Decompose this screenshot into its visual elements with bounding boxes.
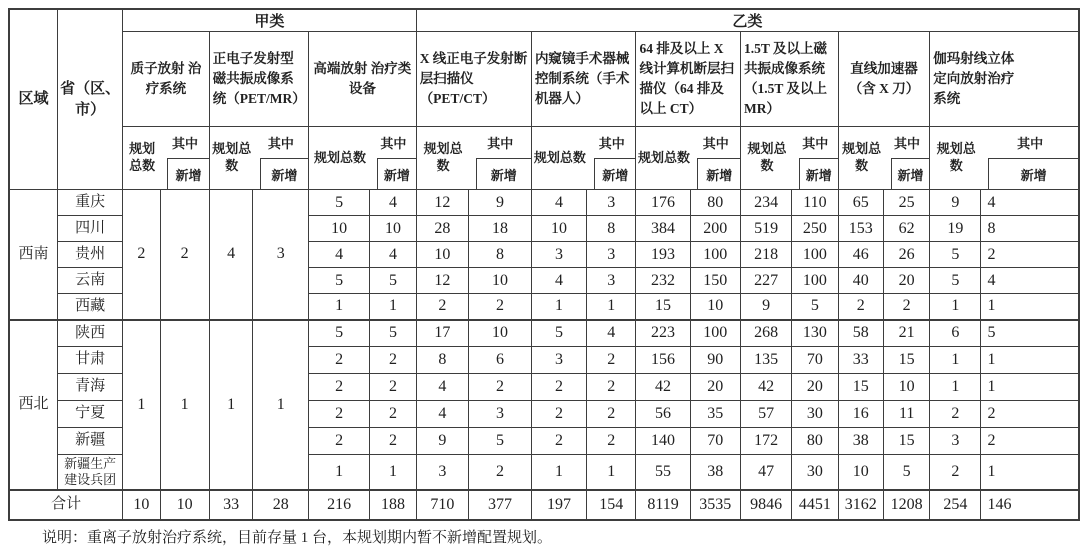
subheader-group [636, 127, 740, 190]
value-cell: 4 [531, 190, 586, 216]
value-cell: 70 [792, 347, 838, 374]
value-cell: 2 [930, 455, 981, 490]
value-cell: 30 [792, 455, 838, 490]
value-cell: 5 [468, 428, 531, 455]
merged-value-cell: 2 [160, 190, 209, 320]
value-cell: 8 [416, 347, 468, 374]
subheader-grid [636, 127, 739, 189]
total-value-cell: 710 [416, 490, 468, 520]
value-cell: 2 [468, 294, 531, 320]
value-cell: 4 [531, 268, 586, 294]
value-cell: 1 [531, 294, 586, 320]
value-cell: 3 [587, 242, 636, 268]
value-cell: 1 [981, 374, 1079, 401]
value-cell: 2 [309, 428, 370, 455]
value-cell: 20 [792, 374, 838, 401]
value-cell: 10 [370, 216, 417, 242]
planned-total-label: 规划总数 [842, 141, 882, 173]
table-body [9, 190, 1079, 520]
total-value-cell: 4451 [792, 490, 838, 520]
value-cell: 4 [416, 401, 468, 428]
planned-total-label: 规划总数 [423, 141, 463, 173]
value-cell: 3 [930, 428, 981, 455]
total-value-cell: 33 [209, 490, 253, 520]
equipment-header: 正电子发射型磁共振成像系统（PET/MR） [209, 32, 308, 127]
value-cell: 4 [416, 374, 468, 401]
value-cell: 10 [468, 320, 531, 347]
value-cell: 3 [531, 242, 586, 268]
province-cell: 甘肃 [58, 347, 123, 374]
value-cell: 80 [690, 190, 740, 216]
equipment-header-label: 伽玛射线立体定向放射治疗系统 [933, 50, 1015, 107]
region-cell: 西北 [9, 320, 58, 490]
value-cell: 35 [690, 401, 740, 428]
value-cell: 250 [792, 216, 838, 242]
added-label: 新增 [988, 158, 1078, 189]
equipment-header: 高端放射 治疗类设备 [309, 32, 417, 127]
value-cell: 10 [531, 216, 586, 242]
value-cell: 5 [370, 268, 417, 294]
value-cell: 2 [587, 401, 636, 428]
value-cell: 2 [468, 455, 531, 490]
value-cell: 62 [883, 216, 929, 242]
value-cell: 8 [587, 216, 636, 242]
value-cell: 4 [370, 242, 417, 268]
subheader-grid [210, 127, 308, 189]
value-cell: 10 [416, 242, 468, 268]
planned-total-label: 规划总数 [533, 149, 586, 165]
value-cell: 8 [981, 216, 1079, 242]
value-cell: 176 [636, 190, 690, 216]
value-cell: 10 [883, 374, 929, 401]
value-cell: 30 [792, 401, 838, 428]
value-cell: 156 [636, 347, 690, 374]
value-cell: 16 [838, 401, 883, 428]
subheader-group [930, 127, 1079, 190]
value-cell: 1 [309, 455, 370, 490]
subheader-grid [532, 127, 636, 189]
added-label: 新增 [167, 158, 209, 189]
value-cell: 5 [930, 242, 981, 268]
equipment-header: 1.5T 及以上磁共振成像系统（1.5T 及以上 MR） [740, 32, 838, 127]
merged-value-cell: 1 [160, 320, 209, 490]
value-cell: 2 [587, 428, 636, 455]
value-cell: 1 [531, 455, 586, 490]
value-cell: 3 [587, 190, 636, 216]
value-cell: 10 [468, 268, 531, 294]
merged-value-cell: 2 [123, 190, 160, 320]
planned-total-label: 规划总数 [637, 149, 690, 165]
value-cell: 519 [740, 216, 791, 242]
value-cell: 4 [981, 190, 1079, 216]
province-cell: 新疆生产建设兵团 [58, 455, 123, 490]
planned-total-label: 规划总数 [747, 141, 787, 173]
value-cell: 15 [883, 347, 929, 374]
value-cell: 2 [981, 401, 1079, 428]
subheader-group [838, 127, 930, 190]
province-cell: 陕西 [58, 320, 123, 347]
value-cell: 6 [468, 347, 531, 374]
value-cell: 5 [309, 268, 370, 294]
value-cell: 19 [930, 216, 981, 242]
value-cell: 5 [370, 320, 417, 347]
total-value-cell: 188 [370, 490, 417, 520]
value-cell: 3 [468, 401, 531, 428]
of-which-label: 其中 [802, 136, 829, 151]
value-cell: 2 [981, 428, 1079, 455]
value-cell: 15 [883, 428, 929, 455]
equipment-header: X 线正电子发射断层扫描仪（PET/CT） [416, 32, 531, 127]
province-cell: 重庆 [58, 190, 123, 216]
value-cell: 15 [636, 294, 690, 320]
value-cell: 1 [981, 294, 1079, 320]
planned-total-label: 规划总数 [936, 141, 976, 173]
value-cell: 25 [883, 190, 929, 216]
value-cell: 9 [468, 190, 531, 216]
province-cell: 新疆 [58, 428, 123, 455]
value-cell: 130 [792, 320, 838, 347]
subheader-grid [309, 127, 416, 189]
value-cell: 80 [792, 428, 838, 455]
of-which-label: 其中 [171, 136, 198, 151]
total-value-cell: 377 [468, 490, 531, 520]
subheader-grid [839, 127, 930, 189]
value-cell: 100 [690, 320, 740, 347]
value-cell: 1 [370, 455, 417, 490]
value-cell: 5 [930, 268, 981, 294]
of-which-label: 其中 [598, 136, 625, 151]
value-cell: 56 [636, 401, 690, 428]
value-cell: 1 [981, 455, 1079, 490]
value-cell: 234 [740, 190, 791, 216]
value-cell: 10 [690, 294, 740, 320]
value-cell: 2 [416, 294, 468, 320]
value-cell: 5 [309, 320, 370, 347]
value-cell: 6 [930, 320, 981, 347]
value-cell: 33 [838, 347, 883, 374]
value-cell: 65 [838, 190, 883, 216]
region-column-header: 区域 [9, 9, 58, 190]
table-header [9, 9, 1079, 190]
province-cell: 宁夏 [58, 401, 123, 428]
value-cell: 3 [587, 268, 636, 294]
value-cell: 1 [587, 455, 636, 490]
total-value-cell: 197 [531, 490, 586, 520]
value-cell: 268 [740, 320, 791, 347]
value-cell: 38 [690, 455, 740, 490]
value-cell: 2 [838, 294, 883, 320]
value-cell: 2 [370, 428, 417, 455]
value-cell: 193 [636, 242, 690, 268]
total-value-cell: 28 [253, 490, 309, 520]
value-cell: 4 [587, 320, 636, 347]
value-cell: 28 [416, 216, 468, 242]
value-cell: 2 [531, 428, 586, 455]
subheader-group [209, 127, 308, 190]
value-cell: 5 [531, 320, 586, 347]
value-cell: 153 [838, 216, 883, 242]
value-cell: 47 [740, 455, 791, 490]
value-cell: 1 [930, 347, 981, 374]
value-cell: 135 [740, 347, 791, 374]
planned-total-label: 规划总数 [129, 141, 156, 173]
value-cell: 1 [309, 294, 370, 320]
total-value-cell: 9846 [740, 490, 791, 520]
value-cell: 1 [370, 294, 417, 320]
value-cell: 15 [838, 374, 883, 401]
value-cell: 12 [416, 268, 468, 294]
value-cell: 2 [587, 347, 636, 374]
added-label: 新增 [594, 158, 636, 189]
table-row [9, 320, 1079, 347]
total-value-cell: 154 [587, 490, 636, 520]
value-cell: 4 [981, 268, 1079, 294]
value-cell: 2 [981, 242, 1079, 268]
equipment-header-row [9, 32, 1079, 127]
value-cell: 218 [740, 242, 791, 268]
equipment-header: 内窥镜手术器械控制系统（手术机器人） [531, 32, 636, 127]
value-cell: 2 [930, 401, 981, 428]
subheader-group [123, 127, 210, 190]
value-cell: 17 [416, 320, 468, 347]
subheader-group [740, 127, 838, 190]
added-label: 新增 [891, 158, 930, 189]
subheader-grid [123, 127, 209, 189]
of-which-label: 其中 [487, 136, 514, 151]
value-cell: 3 [416, 455, 468, 490]
table-row [9, 190, 1079, 216]
equipment-allocation-table [8, 8, 1080, 521]
total-value-cell: 10 [123, 490, 160, 520]
value-cell: 2 [883, 294, 929, 320]
total-value-cell: 216 [309, 490, 370, 520]
value-cell: 5 [883, 455, 929, 490]
added-label: 新增 [476, 158, 531, 189]
value-cell: 223 [636, 320, 690, 347]
value-cell: 5 [981, 320, 1079, 347]
province-column-header: 省（区、市） [58, 9, 123, 190]
province-cell: 四川 [58, 216, 123, 242]
value-cell: 12 [416, 190, 468, 216]
value-cell: 26 [883, 242, 929, 268]
value-cell: 5 [792, 294, 838, 320]
subheader-grid [417, 127, 531, 189]
merged-value-cell: 3 [253, 190, 309, 320]
value-cell: 70 [690, 428, 740, 455]
total-value-cell: 254 [930, 490, 981, 520]
value-cell: 2 [370, 347, 417, 374]
value-cell: 9 [740, 294, 791, 320]
of-which-label: 其中 [702, 136, 729, 151]
added-label: 新增 [799, 158, 838, 189]
planned-total-label: 规划总数 [212, 141, 252, 173]
value-cell: 57 [740, 401, 791, 428]
value-cell: 58 [838, 320, 883, 347]
subheader-grid [741, 127, 838, 189]
value-cell: 2 [468, 374, 531, 401]
value-cell: 2 [370, 401, 417, 428]
value-cell: 38 [838, 428, 883, 455]
region-cell: 西南 [9, 190, 58, 320]
value-cell: 2 [309, 374, 370, 401]
total-value-cell: 1208 [883, 490, 929, 520]
value-cell: 384 [636, 216, 690, 242]
value-cell: 11 [883, 401, 929, 428]
value-cell: 8 [468, 242, 531, 268]
value-cell: 2 [309, 401, 370, 428]
merged-value-cell: 1 [123, 320, 160, 490]
total-row [9, 490, 1079, 520]
value-cell: 42 [636, 374, 690, 401]
subheader-group [531, 127, 636, 190]
value-cell: 10 [309, 216, 370, 242]
value-cell: 46 [838, 242, 883, 268]
value-cell: 3 [531, 347, 586, 374]
total-value-cell: 10 [160, 490, 209, 520]
value-cell: 227 [740, 268, 791, 294]
value-cell: 2 [309, 347, 370, 374]
value-cell: 9 [930, 190, 981, 216]
value-cell: 90 [690, 347, 740, 374]
class-a-header: 甲类 [123, 9, 417, 32]
value-cell: 172 [740, 428, 791, 455]
subheader-row [9, 127, 1079, 190]
province-cell: 云南 [58, 268, 123, 294]
value-cell: 4 [309, 242, 370, 268]
value-cell: 42 [740, 374, 791, 401]
of-which-label: 其中 [1017, 136, 1044, 151]
added-label: 新增 [697, 158, 739, 189]
value-cell: 1 [930, 294, 981, 320]
value-cell: 20 [883, 268, 929, 294]
equipment-header: 64 排及以上 X 线计算机断层扫描仪（64 排及以上 CT） [636, 32, 740, 127]
value-cell: 2 [587, 374, 636, 401]
of-which-label: 其中 [267, 136, 294, 151]
value-cell: 5 [309, 190, 370, 216]
merged-value-cell: 4 [209, 190, 253, 320]
province-cell: 贵州 [58, 242, 123, 268]
value-cell: 21 [883, 320, 929, 347]
total-value-cell: 146 [981, 490, 1079, 520]
subheader-grid [930, 127, 1078, 189]
value-cell: 55 [636, 455, 690, 490]
class-header-row [9, 9, 1079, 32]
subheader-group [416, 127, 531, 190]
value-cell: 9 [416, 428, 468, 455]
value-cell: 40 [838, 268, 883, 294]
value-cell: 4 [370, 190, 417, 216]
value-cell: 20 [690, 374, 740, 401]
value-cell: 2 [370, 374, 417, 401]
value-cell: 1 [981, 347, 1079, 374]
value-cell: 1 [930, 374, 981, 401]
planned-total-label: 规划总数 [314, 149, 367, 165]
value-cell: 110 [792, 190, 838, 216]
value-cell: 140 [636, 428, 690, 455]
value-cell: 232 [636, 268, 690, 294]
subheader-group [309, 127, 417, 190]
value-cell: 200 [690, 216, 740, 242]
value-cell: 150 [690, 268, 740, 294]
value-cell: 2 [531, 374, 586, 401]
value-cell: 1 [587, 294, 636, 320]
class-b-header: 乙类 [416, 9, 1079, 32]
province-cell: 西藏 [58, 294, 123, 320]
total-value-cell: 3535 [690, 490, 740, 520]
total-value-cell: 3162 [838, 490, 883, 520]
total-value-cell: 8119 [636, 490, 690, 520]
equipment-header: 直线加速器 （含 X 刀） [838, 32, 930, 127]
added-label: 新增 [377, 158, 416, 189]
merged-value-cell: 1 [209, 320, 253, 490]
province-cell: 青海 [58, 374, 123, 401]
merged-value-cell: 1 [253, 320, 309, 490]
value-cell: 100 [792, 268, 838, 294]
value-cell: 100 [792, 242, 838, 268]
added-label: 新增 [260, 158, 308, 189]
value-cell: 2 [531, 401, 586, 428]
equipment-header [930, 32, 1079, 127]
of-which-label: 其中 [893, 136, 920, 151]
footnote: 说明：重离子放射治疗系统，目前存量 1 台，本规划期内暂不新增配置规划。 [42, 530, 553, 546]
of-which-label: 其中 [380, 136, 407, 151]
equipment-header: 质子放射 治疗系统 [123, 32, 210, 127]
value-cell: 100 [690, 242, 740, 268]
value-cell: 10 [838, 455, 883, 490]
total-label: 合计 [9, 490, 123, 520]
value-cell: 18 [468, 216, 531, 242]
